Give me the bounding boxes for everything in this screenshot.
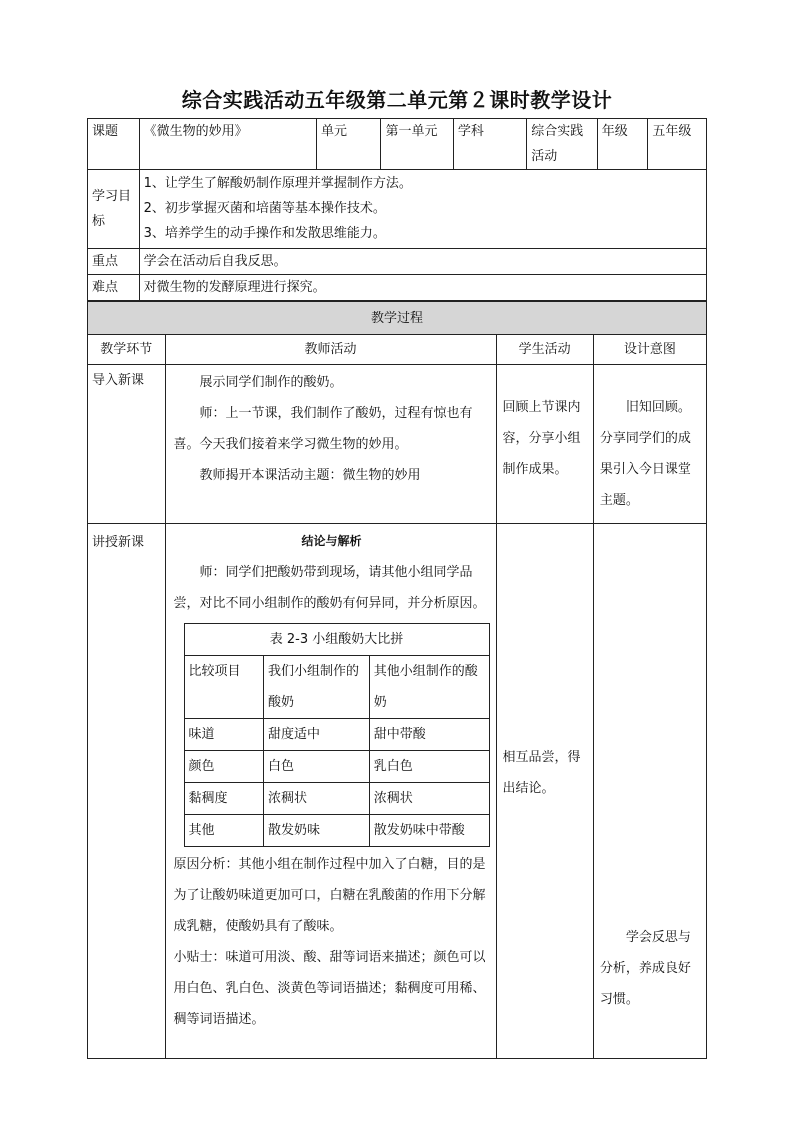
difficult-value: 对微生物的发酵原理进行探究。 — [139, 275, 706, 301]
design-intent-text: 学会反思与分析，养成良好习惯。 — [599, 930, 691, 1007]
column-header: 学生活动 — [496, 335, 593, 365]
goals-label: 学习目标 — [88, 170, 140, 249]
intro-stage: 导入新课 — [88, 365, 166, 524]
teacher-paragraph: 教师揭开本课活动主题：微生物的妙用 — [199, 468, 421, 483]
tip-paragraph: 小贴士：味道可用淡、酸、甜等词语来描述；颜色可以用白色、乳白色、淡黄色等词语描述；黏稠度可用稀、稠等词语描述。 — [173, 950, 486, 1027]
subject-label: 学科 — [453, 119, 526, 170]
table-cell: 散发奶味中带酸 — [369, 815, 489, 847]
table-cell: 味道 — [184, 719, 264, 751]
lecture-design-intent — [593, 524, 706, 1059]
course-info-table — [87, 118, 707, 301]
goal-item: 3、培养学生的动手操作和发散思维能力。 — [143, 226, 386, 241]
table-cell: 浓稠状 — [369, 783, 489, 815]
table-row — [184, 815, 489, 847]
lecture-student-activity — [496, 524, 593, 1059]
table-cell: 浓稠状 — [264, 783, 370, 815]
table-row — [184, 751, 489, 783]
unit-value: 第一单元 — [381, 119, 453, 170]
table-cell: 甜中带酸 — [369, 719, 489, 751]
table-caption: 表 2-3 小组酸奶大比拼 — [184, 624, 489, 656]
table-cell: 颜色 — [184, 751, 264, 783]
teacher-paragraph: 展示同学们制作的酸奶。 — [199, 375, 343, 390]
key-value: 学会在活动后自我反思。 — [139, 249, 706, 275]
student-activity-text: 回顾上节课内容，分享小组制作成果。 — [502, 400, 581, 477]
table-cell: 其他 — [184, 815, 264, 847]
subject-value: 综合实践活动 — [527, 119, 597, 170]
lecture-stage: 讲授新课 — [88, 524, 166, 1059]
intro-student-activity — [496, 365, 593, 524]
table-row — [184, 719, 489, 751]
table-cell: 乳白色 — [369, 751, 489, 783]
intro-teacher-activity — [165, 365, 496, 524]
lecture-teacher-activity — [165, 524, 496, 1059]
yogurt-comparison-table — [184, 623, 490, 847]
course-label: 课题 — [88, 119, 140, 170]
table-header: 比较项目 — [184, 656, 264, 719]
table-cell: 散发奶味 — [264, 815, 370, 847]
table-cell: 白色 — [264, 751, 370, 783]
column-header: 教师活动 — [165, 335, 496, 365]
column-header: 教学环节 — [88, 335, 166, 365]
goal-item: 2、初步掌握灭菌和培菌等基本操作技术。 — [143, 201, 386, 216]
column-header: 设计意图 — [593, 335, 706, 365]
teacher-paragraph: 师：同学们把酸奶带到现场，请其他小组同学品尝，对比不同小组制作的酸奶有何异同，并分析原因。 — [173, 565, 486, 611]
unit-label: 单元 — [316, 119, 381, 170]
section-subtitle: 结论与解析 — [301, 534, 362, 548]
table-row — [184, 783, 489, 815]
goals-cell — [139, 170, 706, 249]
teacher-paragraph: 师：上一节课，我们制作了酸奶，过程有惊也有喜。今天我们接着来学习微生物的妙用。 — [173, 406, 473, 452]
grade-value: 五年级 — [648, 119, 707, 170]
intro-design-intent — [593, 365, 706, 524]
student-activity-text: 相互品尝，得出结论。 — [502, 750, 581, 796]
document-title: 综合实践活动五年级第二单元第２课时教学设计 — [181, 88, 613, 112]
process-heading: 教学过程 — [88, 302, 707, 335]
goal-item: 1、让学生了解酸奶制作原理并掌握制作方法。 — [143, 176, 412, 191]
teaching-process-table — [87, 301, 707, 1059]
table-header: 我们小组制作的酸奶 — [264, 656, 370, 719]
grade-label: 年级 — [597, 119, 648, 170]
analysis-paragraph: 原因分析：其他小组在制作过程中加入了白糖，目的是为了让酸奶味道更加可口，白糖在乳酸菌的作用下分解成乳糖，使酸奶具有了酸味。 — [173, 857, 486, 934]
design-intent-text: 旧知回顾。分享同学们的成果引入今日课堂主题。 — [599, 400, 691, 508]
key-label: 重点 — [88, 249, 140, 275]
course-value: 《微生物的妙用》 — [139, 119, 316, 170]
table-header: 其他小组制作的酸奶 — [369, 656, 489, 719]
difficult-label: 难点 — [88, 275, 140, 301]
table-cell: 甜度适中 — [264, 719, 370, 751]
table-cell: 黏稠度 — [184, 783, 264, 815]
